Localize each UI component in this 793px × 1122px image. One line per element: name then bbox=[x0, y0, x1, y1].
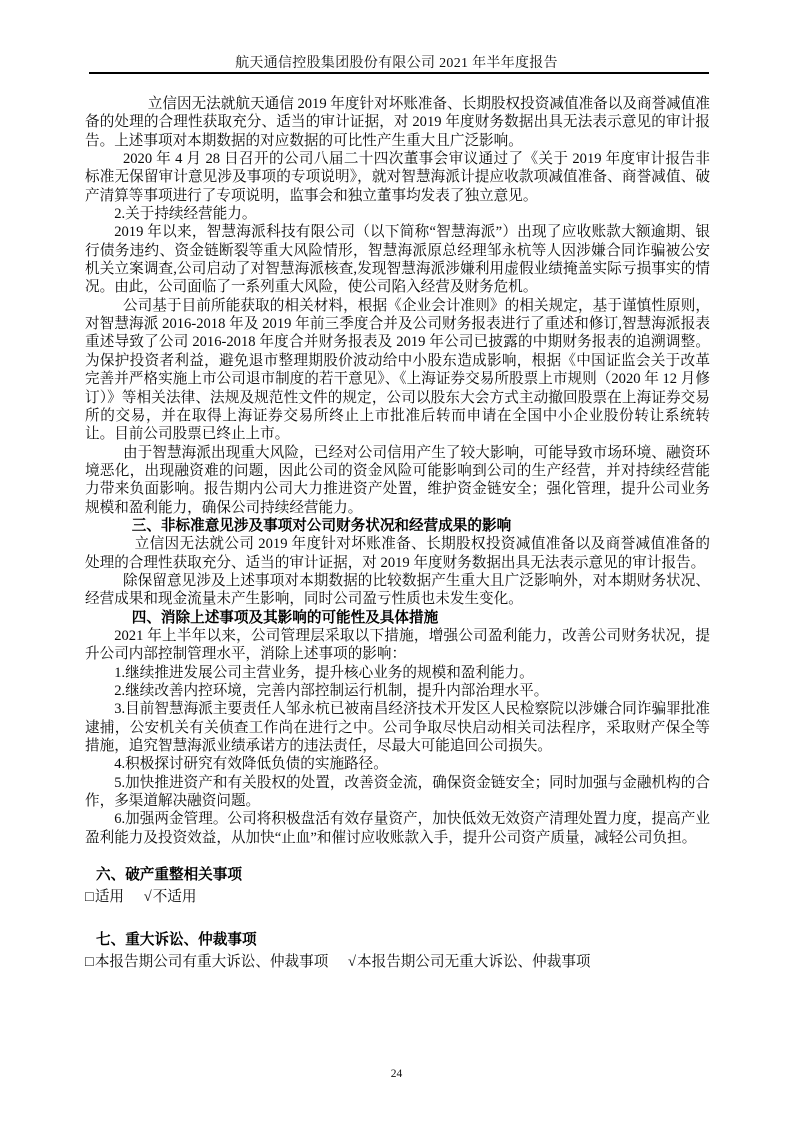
section-bankruptcy-title: 六、破产重整相关事项 bbox=[96, 867, 242, 884]
section-heading-3: 三、非标准意见涉及事项对公司财务状况和经营成果的影响 bbox=[131, 517, 512, 534]
paragraph-going-concern-label: 2.关于持续经营能力。 bbox=[114, 206, 257, 223]
paragraph-measure-3: 3.目前智慧海派主要责任人邹永杭已被南昌经济技术开发区人民检察院以涉嫌合同诈骗罪批准逮捕，公安机关有关侦查工作尚在进行之中。公司争取尽快启动相关司法程序，采取财产保全等措施，追究智慧海派业绩承诺方的违法责任，尽最大可能追回公司损失。 bbox=[85, 701, 710, 755]
option-no-litigation bbox=[348, 954, 591, 970]
paragraph-haipai-risk: 2019 年以来，智慧海派科技有限公司（以下简称“智慧海派”）出现了应收账款大额逾期、银行债务违约、资金链断裂等重大风险情形，智慧海派原总经理邹永杭等人因涉嫌合同诈骗被公安机关立案调查,公司启动了对智慧海派核查,发现智慧海派涉嫌利用虚假业绩掩盖实际亏损事实的情况。由此，公司面临了一系列重大风险，使公司陷入经营及财务危机。 bbox=[85, 224, 710, 296]
check-mark-icon: √ bbox=[143, 889, 152, 906]
paragraph-audit-opinion: 立信因无法就航天通信 2019 年度针对坏账准备、长期股权投资减值准备以及商誉减值准备的处理的合理性获取充分、适当的审计证据，对 2019 年度财务数据出具无法表示意见的审计报告。上述事项对本期数据的对应数据的可比性产生重大且广泛影响。 bbox=[85, 96, 710, 149]
option-not-applicable-label: 不适用 bbox=[152, 889, 197, 906]
page-footer bbox=[0, 1068, 793, 1080]
option-has-litigation bbox=[85, 954, 328, 970]
checkbox-unchecked-icon: □ bbox=[85, 889, 94, 906]
paragraph-measures-intro: 2021 年上半年以来，公司管理层采取以下措施，增强公司盈利能力，改善公司财务状况，提升公司内部控制管理水平，消除上述事项的影响： bbox=[85, 627, 710, 663]
paragraph-comparative-impact: 除保留意见涉及上述事项对本期数据的比较数据产生重大且广泛影响外，对本期财务状况、经营成果和现金流量未产生影响，同时公司盈亏性质也未发生变化。 bbox=[85, 572, 710, 608]
paragraph-disclaimer-opinion: 立信因无法就公司 2019 年度针对坏账准备、长期股权投资减值准备以及商誉减值准备的处理的合理性获取充分、适当的审计证据，对 2019 年度财务数据出具无法表示意见的审计报告。 bbox=[85, 536, 710, 571]
paragraph-measure-6: 6.加强两金管理。公司将积极盘活有效存量资产，加快低效无效资产清理处置力度，提高产业盈利能力及投资效益，从加快“止血”和催讨应收账款入手，提升公司资产质量，减轻公司负担。 bbox=[85, 811, 710, 846]
paragraph-measure-1: 1.继续推进发展公司主营业务，提升核心业务的规模和盈利能力。 bbox=[114, 664, 534, 681]
paragraph-board-meeting: 2020 年 4 月 28 日召开的公司八届二十四次董事会审议通过了《关于 2019 年度审计报告非标准无保留审计意见涉及事项的专项说明》，就对智慧海派计提应收款项减值准备、商誉减值、破产清算等事项进行了专项说明，监事会和独立董事均发表了独立意见。 bbox=[85, 151, 710, 204]
section-litigation bbox=[85, 931, 710, 972]
paragraph-measure-2: 2.继续改善内控环境，完善内部控制运行机制，提升内部治理水平。 bbox=[114, 683, 549, 699]
paragraph-restatement: 公司基于目前所能获取的相关材料，根据《企业会计准则》的相关规定，基于谨慎性原则，对智慧海派 2016-2018 年及 2019 年前三季度合并及公司财务报表进行了重述和修订,智慧海派报表重述导致了公司 2016-2018 年度合并财务报表及 2019 年公司已披露的中期财务报表的追溯调整。为保护投资者利益，避免退市整理期股价波动给中小股东造成影响，根据《中国证监会关于改革完善并严格实施上市公司退市制度的若干意见》、《上海证券交易所股票上市规则（2020 年 12 月修订）》等相关法律、法规及规范性文件的规定，公司以股东大会方式主动撤回股票在上海证券交易所的交易，并在取得上海证券交易所终止上市批准后转而申请在全国中小企业股份转让系统转让。目前公司股票已终止上市。 bbox=[85, 297, 710, 443]
option-has-litigation-label: 本报告期公司有重大诉讼、仲裁事项 bbox=[94, 954, 329, 971]
section-heading-4: 四、消除上述事项及其影响的可能性及具体措施 bbox=[131, 609, 439, 626]
report-header-title: 航天通信控股集团股份有限公司 2021 年半年度报告 bbox=[235, 56, 558, 71]
document-body bbox=[85, 95, 710, 971]
check-mark-icon: √ bbox=[348, 954, 357, 971]
page-number: 24 bbox=[390, 1068, 403, 1080]
section-litigation-options bbox=[85, 953, 710, 971]
option-no-litigation-label: 本报告期公司无重大诉讼、仲裁事项 bbox=[357, 954, 591, 971]
section-bankruptcy bbox=[85, 866, 710, 907]
paragraph-measure-5: 5.加快推进资产和有关股权的处置，改善资金流，确保资金链安全；同时加强与金融机构的合作，多渠道解决融资问题。 bbox=[85, 774, 710, 810]
option-applicable-label: 适用 bbox=[94, 889, 125, 906]
paragraph-credit-impact: 由于智慧海派出现重大风险，已经对公司信用产生了较大影响，可能导致市场环境、融资环境恶化，出现融资难的问题，因此公司的资金风险可能影响到公司的生产经营，并对持续经营能力带来负面影响。报告期内公司大力推进资产处置，维护资金链安全；强化管理，提升公司业务规模和盈利能力，确保公司持续经营能力。 bbox=[85, 444, 710, 516]
option-applicable bbox=[85, 889, 124, 905]
option-not-applicable bbox=[144, 889, 197, 905]
section-bankruptcy-options bbox=[85, 888, 710, 906]
section-litigation-title: 七、重大诉讼、仲裁事项 bbox=[96, 931, 257, 948]
header-divider bbox=[89, 72, 709, 74]
checkbox-unchecked-icon: □ bbox=[85, 954, 94, 971]
paragraph-measure-4: 4.积极探讨研究有效降低负债的实施路径。 bbox=[114, 756, 388, 773]
